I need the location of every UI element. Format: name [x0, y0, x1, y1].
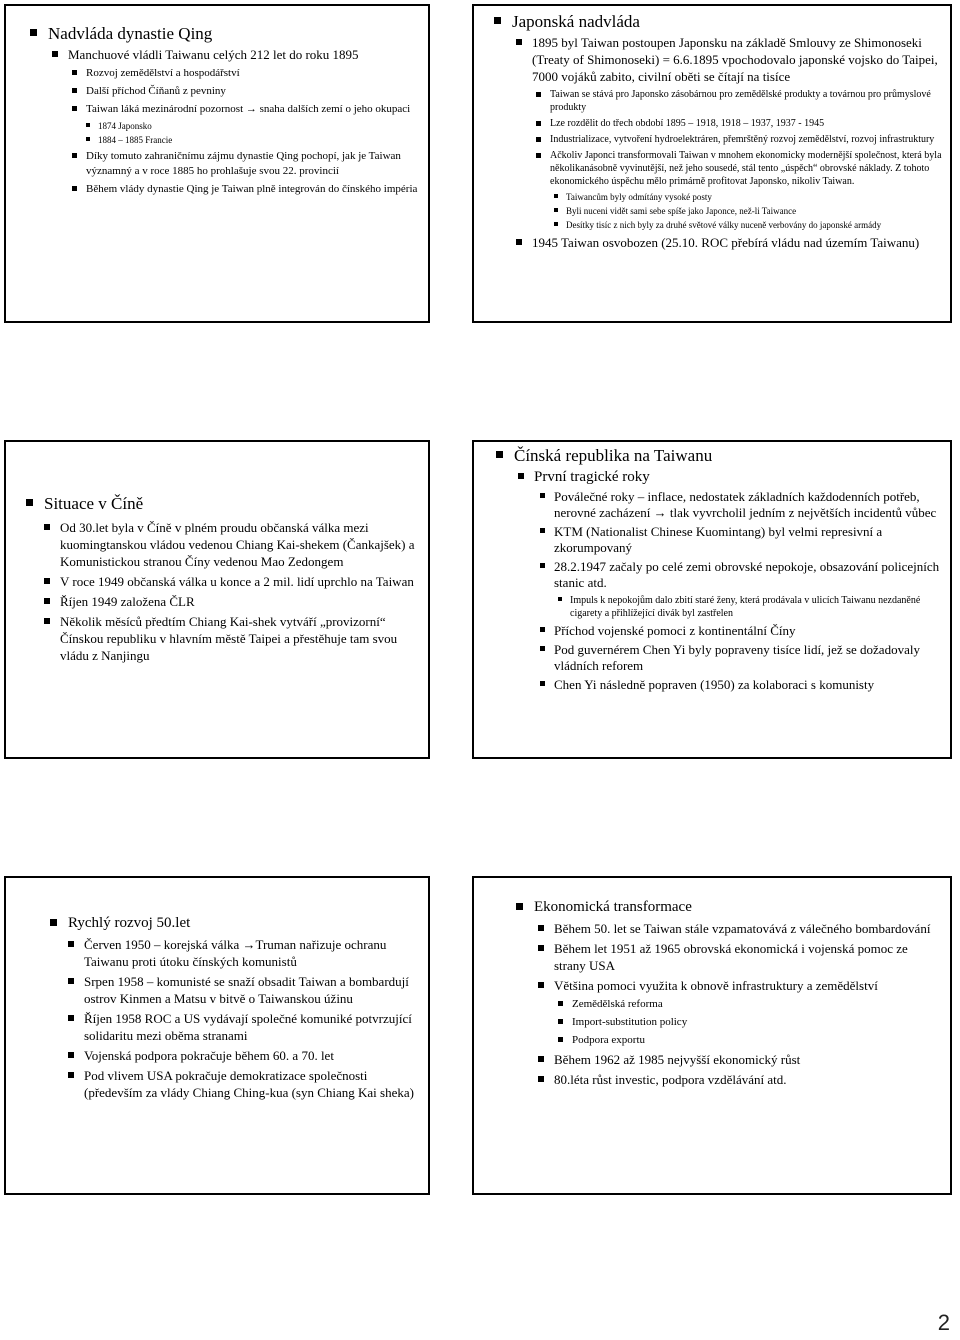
sub-bullet: Industrializace, vytvoření hydroelektráren, přemrštěný rozvoj zemědělství, rozvoj infrastruktury: [536, 133, 942, 146]
bullet: Říjen 1949 založena ČLR: [44, 593, 418, 610]
sub-bullet: Ačkoliv Japonci transformovali Taiwan v mnohem ekonomicky modernější společnost, která byla několikanásobně vyvinutější, než jeho sousedé, stál tento „úspěch“ obrovské náklady. Z tohoto ekonomického úspěchu mělo primárně profitovat Japonsko, nikoliv Taiwan. Taiwancům byly odmítány vysoké posty Byli nuceni vidět sami sebe spíše jako Japonce, než-li Taiwance Desítky tisíc z nich byly za druhé světové války nuceně verbovány do japonské armády: [536, 149, 942, 231]
bullet: Několik měsíců předtím Chiang Kai-shek vytváří „provizorní“ Čínskou republiku v hlavním městě Taipei a přestěhuje tam svou vládu z Nanjingu: [44, 613, 418, 664]
slide-title: Čínská republika na Taiwanu První tragické roky Poválečné roky – inflace, nedostatek základních každodenních potřeb, nerovné zacházení → tlak vyvrcholil jedním z největších incidentů vůbec KTM (Nationalist Chinese Kuomintang) byl velmi represivní a zkorumpovaný 28.2.1947 začaly po celé zemi obrovské nepokoje, obsazování policejních stanic atd. Impuls k nepokojům dalo zbití staré ženy, která prodávala v ulicích Taiwanu nezdaněné cigarety a přihlížející divák byl zastřelen Příchod vojenské pomoci z kontinentální Číny Pod guvernérem Chen Yi byly popraveny tisíce lidí, jež se dožadovaly vládních reforem Chen Yi následně popraven (1950) za kolaboraci s komunisty: [496, 446, 942, 693]
slide-japonska-nadvlada: [472, 4, 952, 323]
sub-bullet: Taiwan se stává pro Japonsko zásobárnou pro zemědělské produkty a továrnou pro průmyslové produkty: [536, 88, 942, 114]
bullet: Manchuové vládli Taiwanu celých 212 let do roku 1895 Rozvoj zemědělství a hospodářství Další příchod Číňanů z pevniny Taiwan láká mezinárodní pozornost → snaha dalších zemí o jeho okupaci 1874 Japonsko 1884 – 1885 Francie Díky tomuto zahraničnímu zájmu dynastie Qing pochopí, jak je Taiwan významný a v roce 1885 ho prohlašuje svou 22. provincií Během vlády dynastie Qing je Taiwan plně integrován do čínského impéria: [52, 46, 418, 197]
bullet: Během 50. let se Taiwan stále vzpamatovává z válečného bombardování: [538, 920, 942, 937]
slide-title: Rychlý rozvoj 50.let Červen 1950 – korejská válka →Truman nařizuje ochranu Taiwanu proti útoku čínských komunistů Srpen 1958 – komunisté se snaží obsadit Taiwan a bombardují ostrov Kinmen a Matsu v bitvě o Taiwanskou úžinu Říjen 1958 ROC a US vydávají společné komuniké potvrzující solidaritu mezi oběma stranami Vojenská podpora pokračuje během 60. a 70. let Pod vlivem USA pokračuje demokratizace společnosti (především za vlády Chiang Ching-kua (syn Chiang Kai sheka): [50, 914, 418, 1101]
slide-title: Nadvláda dynastie Qing Manchuové vládli Taiwanu celých 212 let do roku 1895 Rozvoj zemědělství a hospodářství Další příchod Číňanů z pevniny Taiwan láká mezinárodní pozornost → snaha dalších zemí o jeho okupaci 1874 Japonsko 1884 – 1885 Francie Díky tomuto zahraničnímu zájmu dynastie Qing pochopí, jak je Taiwan významný a v roce 1885 ho prohlašuje svou 22. provincií Během vlády dynastie Qing je Taiwan plně integrován do čínského impéria: [30, 24, 418, 197]
sub-bullet: Poválečné roky – inflace, nedostatek základních každodenních potřeb, nerovné zacházení → tlak vyvrcholil jedním z největších incidentů vůbec: [540, 489, 942, 521]
sub-sub-bullet: 1874 Japonsko: [86, 120, 418, 132]
page-number: 2: [937, 1310, 950, 1335]
sub-bullet: Díky tomuto zahraničnímu zájmu dynastie Qing pochopí, jak je Taiwan významný a v roce 1885 ho prohlašuje svou 22. provincií: [72, 149, 418, 179]
slide-title: Situace v Číně Od 30.let byla v Číně v plném proudu občanská válka mezi kuomingtanskou vládou vedenou Chiang Kai-shekem (Čankajšek) a Komunistickou stranou Číny vedenou Mao Zedongem V roce 1949 občanská válka u konce a 2 mil. lidí uprchlo na Taiwan Říjen 1949 založena ČLR Několik měsíců předtím Chiang Kai-shek vytváří „provizorní“ Čínskou republiku v hlavním městě Taipei a přestěhuje tam svou vládu z Nanjingu: [26, 494, 418, 664]
bullet: Během 1962 až 1985 nejvyšší ekonomický růst: [538, 1051, 942, 1068]
bullet: 80.léta růst investic, podpora vzdělávání atd.: [538, 1071, 942, 1088]
bullet: Většina pomoci využita k obnově infrastruktury a zemědělství Zemědělská reforma Import-substitution policy Podpora exportu: [538, 977, 942, 1048]
sub-bullet: Rozvoj zemědělství a hospodářství: [72, 66, 418, 81]
slide-title: Japonská nadvláda 1895 byl Taiwan postoupen Japonsku na základě Smlouvy ze Shimonoseki (Treaty of Shimonoseki) = 6.6.1895 vpochodovalo japonské vojsko do Taipei, 7000 vojáků zabito, civilní oběti se čítají na tisíce Taiwan se stává pro Japonsko zásobárnou pro zemědělské produkty a továrnou pro průmyslové produkty Lze rozdělit do třech období 1895 – 1918, 1918 – 1937, 1937 - 1945 Industrializace, vytvoření hydroelektráren, přemrštěný rozvoj zemědělství, rozvoj infrastruktury Ačkoliv Japonci transformovali Taiwan v mnohem ekonomicky modernější společnost, která byla několikanásobně vyvinutější, než jeho sousedé, stál tento „úspěch“ obrovské náklady. Z tohoto ekonomického úspěchu mělo primárně profitovat Japonsko, nikoliv Taiwan. Taiwancům byly odmítány vysoké posty Byli nuceni vidět sami sebe spíše jako Japonce, než-li Taiwance Desítky tisíc z nich byly za druhé světové války nuceně verbovány do japonské armády 1945 Taiwan osvobozen (25.10. ROC přebírá vládu nad územím Taiwanu): [494, 12, 942, 251]
bullet: Červen 1950 – korejská válka →Truman nařizuje ochranu Taiwanu proti útoku čínských komunistů: [68, 936, 418, 970]
sub-bullet: KTM (Nationalist Chinese Kuomintang) byl velmi represivní a zkorumpovaný: [540, 524, 942, 556]
bullet: Během let 1951 až 1965 obrovská ekonomická i vojenská pomoc ze strany USA: [538, 940, 942, 974]
slide-ekonomicka-transformace: [472, 876, 952, 1195]
sub-bullet: 28.2.1947 začaly po celé zemi obrovské nepokoje, obsazování policejních stanic atd. Impuls k nepokojům dalo zbití staré ženy, která prodávala v ulicích Taiwanu nezdaněné cigarety a přihlížející divák byl zastřelen: [540, 559, 942, 620]
slide-situace-v-cine: [4, 440, 430, 759]
bullet: V roce 1949 občanská válka u konce a 2 mil. lidí uprchlo na Taiwan: [44, 573, 418, 590]
sub-sub-bullet: Impuls k nepokojům dalo zbití staré ženy, která prodávala v ulicích Taiwanu nezdaněné cigarety a přihlížející divák byl zastřelen: [558, 594, 942, 620]
bullet: Říjen 1958 ROC a US vydávají společné komuniké potvrzující solidaritu mezi oběma stranami: [68, 1010, 418, 1044]
bullet: Od 30.let byla v Číně v plném proudu občanská válka mezi kuomingtanskou vládou vedenou Chiang Kai-shekem (Čankajšek) a Komunistickou stranou Číny vedenou Mao Zedongem: [44, 519, 418, 570]
sub-bullet: Taiwan láká mezinárodní pozornost → snaha dalších zemí o jeho okupaci 1874 Japonsko 1884 – 1885 Francie: [72, 102, 418, 146]
sub-bullet: Podpora exportu: [558, 1033, 942, 1048]
sub-bullet: Příchod vojenské pomoci z kontinentální Číny: [540, 623, 942, 639]
bullet: Pod vlivem USA pokračuje demokratizace společnosti (především za vlády Chiang Ching-kua (syn Chiang Kai sheka): [68, 1067, 418, 1101]
slide-nadvlada-dynastie-qing: [4, 4, 430, 323]
bullet: 1895 byl Taiwan postoupen Japonsku na základě Smlouvy ze Shimonoseki (Treaty of Shimonoseki) = 6.6.1895 vpochodovalo japonské vojsko do Taipei, 7000 vojáků zabito, civilní oběti se čítají na tisíce Taiwan se stává pro Japonsko zásobárnou pro zemědělské produkty a továrnou pro průmyslové produkty Lze rozdělit do třech období 1895 – 1918, 1918 – 1937, 1937 - 1945 Industrializace, vytvoření hydroelektráren, přemrštěný rozvoj zemědělství, rozvoj infrastruktury Ačkoliv Japonci transformovali Taiwan v mnohem ekonomicky modernější společnost, která byla několikanásobně vyvinutější, než jeho sousedé, stál tento „úspěch“ obrovské náklady. Z tohoto ekonomického úspěchu mělo primárně profitovat Japonsko, nikoliv Taiwan. Taiwancům byly odmítány vysoké posty Byli nuceni vidět sami sebe spíše jako Japonce, než-li Taiwance Desítky tisíc z nich byly za druhé světové války nuceně verbovány do japonské armády: [516, 34, 942, 231]
bullet: Srpen 1958 – komunisté se snaží obsadit Taiwan a bombardují ostrov Kinmen a Matsu v bitvě o Taiwanskou úžinu: [68, 973, 418, 1007]
bullet: 1945 Taiwan osvobozen (25.10. ROC přebírá vládu nad územím Taiwanu): [516, 234, 942, 251]
slide-title: Ekonomická transformace Během 50. let se Taiwan stále vzpamatovává z válečného bombardování Během let 1951 až 1965 obrovská ekonomická i vojenská pomoc ze strany USA Většina pomoci využita k obnově infrastruktury a zemědělství Zemědělská reforma Import-substitution policy Podpora exportu Během 1962 až 1985 nejvyšší ekonomický růst 80.léta růst investic, podpora vzdělávání atd.: [516, 898, 942, 1088]
sub-bullet: Import-substitution policy: [558, 1015, 942, 1030]
bullet: Vojenská podpora pokračuje během 60. a 70. let: [68, 1047, 418, 1064]
sub-sub-bullet: Byli nuceni vidět sami sebe spíše jako Japonce, než-li Taiwance: [554, 205, 942, 217]
sub-bullet: Během vlády dynastie Qing je Taiwan plně integrován do čínského impéria: [72, 182, 418, 197]
slide-cinska-republika-na-taiwanu: [472, 440, 952, 759]
sub-sub-bullet: 1884 – 1885 Francie: [86, 134, 418, 146]
sub-sub-bullet: Desítky tisíc z nich byly za druhé světové války nuceně verbovány do japonské armády: [554, 219, 942, 231]
sub-bullet: Další příchod Číňanů z pevniny: [72, 84, 418, 99]
sub-bullet: Lze rozdělit do třech období 1895 – 1918, 1918 – 1937, 1937 - 1945: [536, 117, 942, 130]
bullet: První tragické roky Poválečné roky – inflace, nedostatek základních každodenních potřeb, nerovné zacházení → tlak vyvrcholil jedním z největších incidentů vůbec KTM (Nationalist Chinese Kuomintang) byl velmi represivní a zkorumpovaný 28.2.1947 začaly po celé zemi obrovské nepokoje, obsazování policejních stanic atd. Impuls k nepokojům dalo zbití staré ženy, která prodávala v ulicích Taiwanu nezdaněné cigarety a přihlížející divák byl zastřelen Příchod vojenské pomoci z kontinentální Číny Pod guvernérem Chen Yi byly popraveny tisíce lidí, jež se dožadovaly vládních reforem Chen Yi následně popraven (1950) za kolaboraci s komunisty: [518, 468, 942, 693]
sub-bullet: Chen Yi následně popraven (1950) za kolaboraci s komunisty: [540, 677, 942, 693]
sub-bullet: Pod guvernérem Chen Yi byly popraveny tisíce lidí, jež se dožadovaly vládních reforem: [540, 642, 942, 674]
sub-sub-bullet: Taiwancům byly odmítány vysoké posty: [554, 191, 942, 203]
slide-rychly-rozvoj: [4, 876, 430, 1195]
sub-bullet: Zemědělská reforma: [558, 997, 942, 1012]
